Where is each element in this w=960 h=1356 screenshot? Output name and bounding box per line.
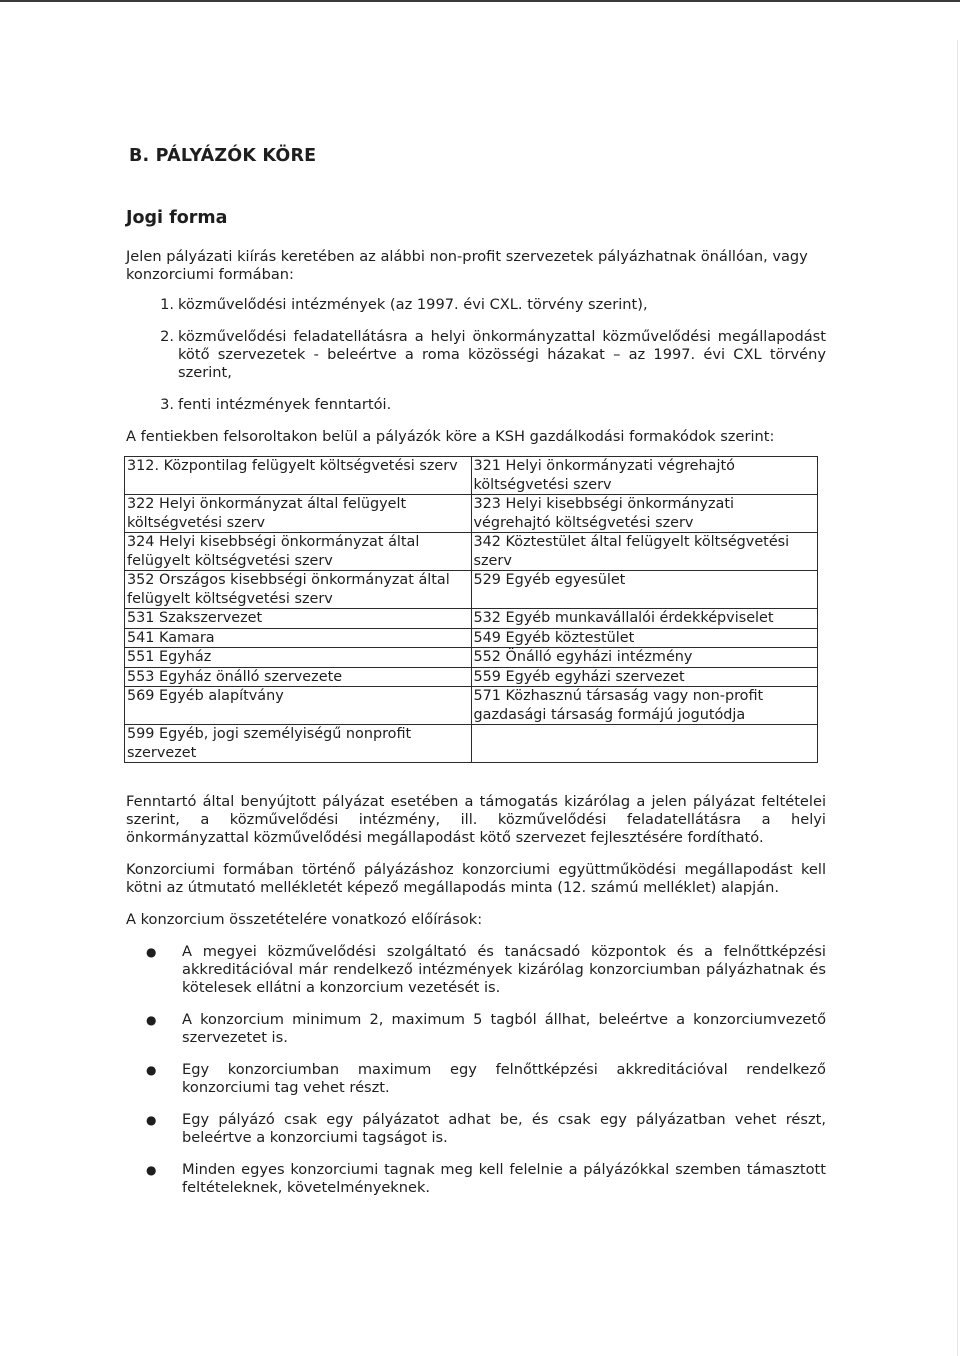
- list-item: [126, 1111, 826, 1147]
- scan-edge-line: [957, 40, 958, 1356]
- list-number: 3.: [160, 396, 174, 413]
- section-title: B. PÁLYÁZÓK KÖRE: [129, 146, 317, 166]
- list-text: Minden egyes konzorciumi tagnak meg kell felelnie a pályázókkal szemben támasztott feltételeknek, követelményeknek.: [182, 1161, 826, 1196]
- konzorcium-paragraph: Konzorciumi formában történő pályázáshoz konzorciumi együttműködési megállapodást kell kötni az útmutató mellékletét képező megállapodás minta (12. számú melléklet) alapján.: [126, 861, 826, 896]
- table-row: [125, 687, 818, 725]
- list-text: A megyei közművelődési szolgáltató és tanácsadó központok és a felnőttképzési akkreditációval már rendelkező intézmények kizárólag konzorciumban pályázhatnak és kötelesek ellátni a konzorcium vezetését is.: [182, 943, 826, 996]
- list-text: közművelődési feladatellátásra a helyi önkormányzattal közművelődési megállapodást kötő szervezetek - beleértve a roma közösségi házakat – az 1997. évi CXL törvény szerint,: [178, 328, 826, 381]
- table-cell: 552 Önálló egyházi intézmény: [471, 648, 818, 668]
- table-row: [125, 725, 818, 763]
- fenntarto-paragraph: Fenntartó által benyújtott pályázat esetében a támogatás kizárólag a jelen pályázat feltételei szerint, a közművelődési intézmény, ill. közművelődési feladatellátásra a helyi önkormányzattal közművelődési megállapodást kötő szervezet fejlesztésére fordítható.: [126, 793, 826, 846]
- list-text: közművelődési intézmények (az 1997. évi CXL. törvény szerint),: [178, 296, 648, 313]
- list-item: [126, 1011, 826, 1047]
- list-item: [126, 1061, 826, 1097]
- bullet-icon: ●: [146, 1063, 157, 1077]
- table-row: [125, 495, 818, 533]
- table-cell: 531 Szakszervezet: [125, 609, 472, 629]
- table-cell: 569 Egyéb alapítvány: [125, 687, 472, 725]
- consortium-rules-list: [126, 943, 826, 1197]
- list-text: Egy konzorciumban maximum egy felnőttképzési akkreditációval rendelkező konzorciumi tag vehet részt.: [182, 1061, 826, 1096]
- intro-paragraph: Jelen pályázati kiírás keretében az alábbi non-profit szervezetek pályázhatnak önállóan, vagy konzorciumi formában:: [126, 248, 808, 283]
- bullet-icon: ●: [146, 1013, 157, 1027]
- table-cell: 541 Kamara: [125, 628, 472, 648]
- table-cell: 529 Egyéb egyesület: [471, 571, 818, 609]
- table-row: [125, 667, 818, 687]
- table-row: [125, 533, 818, 571]
- table-row: [125, 457, 818, 495]
- table-cell: [471, 725, 818, 763]
- ksh-intro-paragraph: A fentiekben felsoroltakon belül a pályázók köre a KSH gazdálkodási formakódok szerint:: [126, 428, 775, 445]
- list-text: Egy pályázó csak egy pályázatot adhat be, és csak egy pályázatban vehet részt, beleértve a konzorciumi tagságot is.: [182, 1111, 826, 1146]
- list-number: 1.: [160, 296, 174, 313]
- table-cell: 342 Köztestület által felügyelt költségvetési szerv: [471, 533, 818, 571]
- bullet-icon: ●: [146, 1163, 157, 1177]
- table-row: [125, 571, 818, 609]
- bullet-icon: ●: [146, 945, 157, 959]
- table-cell: 559 Egyéb egyházi szervezet: [471, 667, 818, 687]
- table-cell: 312. Központilag felügyelt költségvetési szerv: [125, 457, 472, 495]
- subsection-title: Jogi forma: [126, 208, 228, 228]
- list-text: A konzorcium minimum 2, maximum 5 tagból állhat, beleértve a konzorciumvezető szervezetet is.: [182, 1011, 826, 1046]
- table-row: [125, 628, 818, 648]
- table-cell: 553 Egyház önálló szervezete: [125, 667, 472, 687]
- table-cell: 323 Helyi kisebbségi önkormányzati végrehajtó költségvetési szerv: [471, 495, 818, 533]
- bullet-icon: ●: [146, 1113, 157, 1127]
- eligible-organizations-list: [126, 296, 826, 414]
- list-item: [126, 943, 826, 997]
- table-cell: 599 Egyéb, jogi személyiségű nonprofit szervezet: [125, 725, 472, 763]
- table-cell: 532 Egyéb munkavállalói érdekképviselet: [471, 609, 818, 629]
- list-text: fenti intézmények fenntartói.: [178, 396, 392, 413]
- table-cell: 324 Helyi kisebbségi önkormányzat által felügyelt költségvetési szerv: [125, 533, 472, 571]
- table-cell: 322 Helyi önkormányzat által felügyelt költségvetési szerv: [125, 495, 472, 533]
- list-item: [126, 296, 826, 314]
- list-item: [126, 396, 826, 414]
- scan-border-line: [0, 0, 960, 2]
- table-row: [125, 648, 818, 668]
- list-item: [126, 328, 826, 382]
- table-row: [125, 609, 818, 629]
- table-cell: 549 Egyéb köztestület: [471, 628, 818, 648]
- list-number: 2.: [160, 328, 174, 345]
- table-cell: 321 Helyi önkormányzati végrehajtó költségvetési szerv: [471, 457, 818, 495]
- table-cell: 571 Közhasznú társaság vagy non-profit gazdasági társaság formájú jogutódja: [471, 687, 818, 725]
- table-cell: 352 Országos kisebbségi önkormányzat által felügyelt költségvetési szerv: [125, 571, 472, 609]
- table-cell: 551 Egyház: [125, 648, 472, 668]
- ksh-code-table: [124, 456, 818, 763]
- list-item: [126, 1161, 826, 1197]
- rules-intro: A konzorcium összetételére vonatkozó előírások:: [126, 911, 483, 928]
- document-body: [126, 146, 826, 1211]
